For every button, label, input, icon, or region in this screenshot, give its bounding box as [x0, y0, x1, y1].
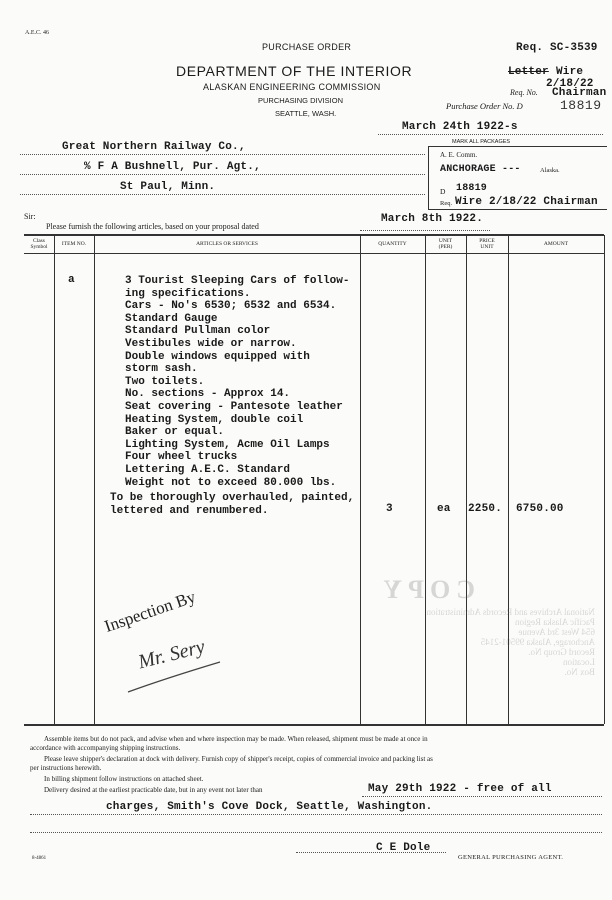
- commission-name: ALASKAN ENGINEERING COMMISSION: [203, 82, 381, 92]
- col-symbol: Symbol: [30, 244, 48, 250]
- copy-line4: Anchorage, Alaska 99501-2145: [480, 637, 595, 647]
- inspection-stamp: Inspection By: [102, 587, 198, 636]
- req-no-label: Req. No.: [510, 88, 538, 97]
- item-description-line: Two toilets.: [125, 375, 205, 388]
- wire-label: Wire: [556, 66, 584, 78]
- marking-d-label: D: [440, 187, 446, 196]
- req-no-value: Chairman: [552, 87, 607, 99]
- item-amount: 6750.00: [516, 503, 564, 515]
- copy-title: COPY: [377, 575, 475, 604]
- col-quantity: QUANTITY: [378, 241, 407, 247]
- city-name: SEATTLE, WASH.: [275, 109, 337, 118]
- salutation: Sir:: [24, 212, 36, 221]
- division-name: PURCHASING DIVISION: [258, 96, 344, 105]
- item-description-line: storm sash.: [125, 363, 198, 376]
- col-amount: AMOUNT: [543, 241, 569, 247]
- col-unit: UNIT: [438, 238, 453, 244]
- item-description-line: Lettering A.E.C. Standard: [125, 464, 291, 476]
- department-name: DEPARTMENT OF THE INTERIOR: [176, 63, 413, 79]
- item-quantity: 3: [386, 503, 393, 515]
- item-description-line: Vestibules wide or narrow.: [125, 338, 297, 350]
- col-class: Class: [33, 238, 45, 244]
- delivery-date: May 29th 1922 - free of all: [368, 783, 552, 795]
- item-description-line: 3 Tourist Sleeping Cars of follow-: [125, 275, 350, 287]
- item-number: a: [68, 274, 75, 286]
- agent-title: GENERAL PURCHASING AGENT.: [458, 854, 564, 861]
- item-description-line: Double windows equipped with: [125, 350, 310, 363]
- item-closing-line: To be thoroughly overhauled, painted,: [110, 492, 355, 504]
- item-description-line: Baker or equal.: [125, 426, 225, 439]
- marking-req-value: Wire 2/18/22 Chairman: [455, 196, 598, 208]
- copy-line1: National Archives and Records Administration: [426, 607, 595, 617]
- wire-date: 2/18/22: [546, 78, 594, 90]
- col-unit-per: (PER): [438, 244, 453, 250]
- item-description-line: Heating System, double coil: [125, 413, 304, 426]
- marking-line1: A. E. Comm.: [440, 151, 478, 159]
- item-closing-line: lettered and renumbered.: [110, 504, 269, 517]
- footer-line2: accordance with accompanying shipping instructions.: [30, 744, 181, 752]
- marking-state: Alaska.: [540, 167, 560, 174]
- proposal-date: March 8th 1922.: [381, 213, 484, 225]
- archive-copy-stamp: [285, 575, 595, 705]
- item-description-line: No. sections - Approx 14.: [125, 388, 291, 401]
- requisition-number: Req. SC-3539: [516, 42, 598, 54]
- item-description-line: Standard Gauge: [125, 312, 218, 325]
- vendor-city: St Paul, Minn.: [120, 181, 216, 193]
- signature-flourish: [120, 640, 230, 700]
- copy-line6: Location: [563, 657, 595, 667]
- item-description-line: Four wheel trucks: [125, 451, 238, 464]
- delivery-location: charges, Smith's Cove Dock, Seattle, Washington.: [106, 801, 433, 813]
- footer-line6: Delivery desired at the earliest practicable date, but in any event not later than: [44, 786, 263, 794]
- footer-line1: Assemble items but do not pack, and advise when and where inspection may be made. When released, shipment must be made at once in: [44, 735, 428, 743]
- marking-req-label: Req.: [440, 200, 453, 207]
- item-description-line: ing specifications.: [125, 287, 251, 300]
- marking-destination: ANCHORAGE ---: [440, 164, 521, 175]
- form-number: 8-4861: [32, 856, 47, 861]
- footer-line5: In billing shipment follow instructions on attached sheet.: [44, 775, 204, 783]
- vendor-name: Great Northern Railway Co.,: [62, 141, 246, 153]
- mark-packages-label: MARK ALL PACKAGES: [452, 139, 511, 145]
- item-description-line: Lighting System, Acme Oil Lamps: [125, 438, 330, 451]
- col-articles: ARTICLES OR SERVICES: [196, 241, 258, 247]
- marking-d-number: 18819: [456, 183, 488, 194]
- item-price: 2250.: [468, 503, 503, 515]
- instruction-text: Please furnish the following articles, based on your proposal dated: [46, 222, 259, 231]
- item-description-line: Cars - No's 6530; 6532 and 6534.: [125, 300, 337, 313]
- copy-line5: Record Group No.: [528, 647, 595, 657]
- form-title: PURCHASE ORDER: [262, 42, 352, 52]
- item-description-line: Weight not to exceed 80.000 lbs.: [125, 476, 337, 489]
- item-description-line: Seat covering - Pantesote leather: [125, 401, 343, 413]
- po-label: Purchase Order No. D: [446, 101, 523, 111]
- agent-signature: C E Dole: [376, 842, 431, 854]
- col-item-no: ITEM NO.: [61, 241, 87, 247]
- item-description-line: Standard Pullman color: [125, 325, 271, 338]
- copy-line2: Pacific Alaska Region: [515, 617, 595, 627]
- item-unit: ea: [437, 503, 451, 515]
- vendor-care-of: % F A Bushnell, Pur. Agt.,: [84, 161, 261, 173]
- col-price-unit: UNIT: [480, 244, 494, 250]
- copy-line7: Box No.: [564, 667, 595, 677]
- po-number: 18819: [560, 98, 602, 113]
- struck-letter: Letter: [508, 66, 549, 78]
- form-code: A.E.C. 46: [25, 30, 49, 36]
- order-date: March 24th 1922-s: [402, 121, 518, 133]
- inspector-signature: Mr. Sery: [136, 635, 208, 674]
- copy-line3: 654 West 3rd Avenue: [518, 627, 595, 637]
- col-price: PRICE: [479, 238, 495, 244]
- footer-line3: Please leave shipper's declaration at dock with delivery. Furnish copy of shipper's receipt, copies of commercial invoice and packing list as: [44, 755, 433, 763]
- footer-line4: per instructions herewith.: [30, 764, 102, 772]
